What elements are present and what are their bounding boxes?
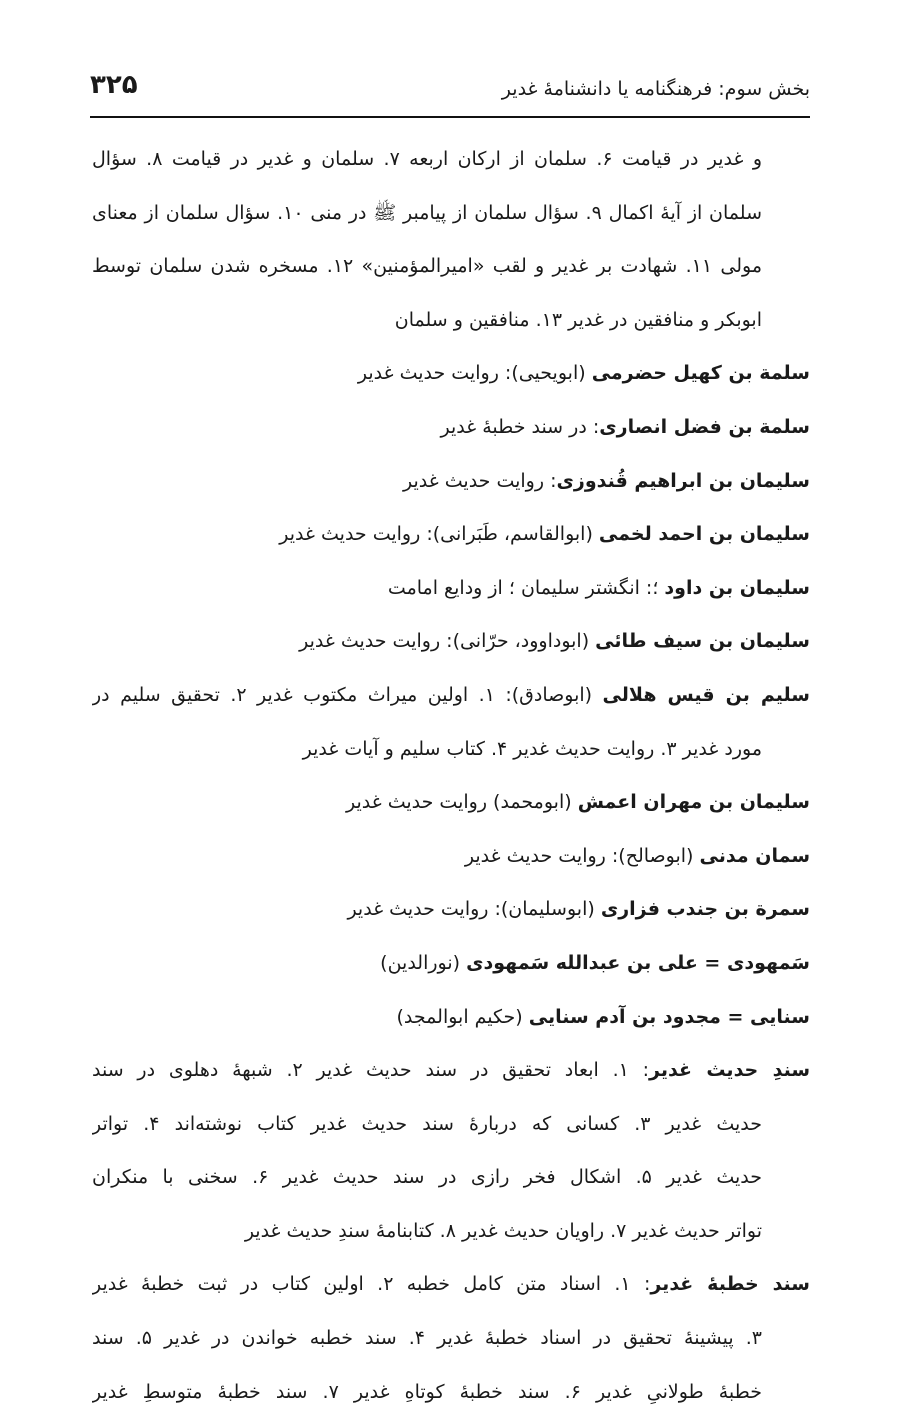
entry-line bbox=[92, 776, 810, 830]
entry-text: سلمان از آیهٔ اکمال ۹. سؤال سلمان از پیامبر ﷺ در منی ۱۰. سؤال سلمان از معنای bbox=[92, 201, 762, 224]
continuation-line bbox=[92, 240, 810, 294]
entry-line bbox=[92, 937, 810, 991]
running-title: بخش سوم: فرهنگنامه یا دانشنامهٔ غدیر bbox=[501, 78, 810, 100]
entry-line bbox=[92, 401, 810, 455]
entry-text: حدیث غدیر ۳. کسانی که دربارهٔ سند حدیث غدیر کتاب نوشته‌اند ۴. تواتر bbox=[92, 1112, 762, 1135]
entry-text: (ابوسلیمان): روایت حدیث غدیر bbox=[347, 898, 601, 921]
entry-text: حدیث غدیر ۵. اشکال فخر رازی در سند حدیث غدیر ۶. سخنی با منکران bbox=[92, 1166, 762, 1189]
entry-text: تواتر حدیث غدیر ۷. راویان حدیث غدیر ۸. کتابنامهٔ سندِ حدیث غدیر bbox=[244, 1219, 762, 1242]
entry-text: مورد غدیر ۳. روایت حدیث غدیر ۴. کتاب سلیم و آیات غدیر bbox=[302, 737, 762, 760]
entry-text: مولی ۱۱. شهادت بر غدیر و لقب «امیرالمؤمنین» ۱۲. مسخره شدن سلمان توسط bbox=[92, 255, 762, 278]
continuation-line bbox=[92, 1098, 810, 1152]
continuation-line bbox=[92, 1312, 810, 1366]
entry-text: و غدیر در قیامت ۶. سلمان از ارکان اربعه ۷. سلمان و غدیر در قیامت ۸. سؤال bbox=[92, 148, 763, 170]
entry-text: (ابوالقاسم، طَبَرانی): روایت حدیث غدیر bbox=[279, 523, 599, 546]
entry-text: : ۱. اسناد متن کامل خطبه ۲. اولین کتاب در ثبت خطبهٔ غدیر bbox=[92, 1273, 651, 1296]
entry-text: ۳. پیشینهٔ تحقیق در اسناد خطبهٔ غدیر ۴. سند خطبه خواندن در غدیر ۵. سند bbox=[92, 1327, 762, 1350]
page-header bbox=[90, 66, 810, 118]
entry-term: سلیمان بن احمد لخمی bbox=[598, 523, 810, 546]
entry-line bbox=[92, 669, 810, 723]
continuation-line bbox=[92, 1151, 810, 1205]
entry-text: (حکیم ابوالمجد) bbox=[396, 1005, 529, 1028]
entry-term: سلمة بن کهیل حضرمی bbox=[591, 362, 810, 385]
entry-line bbox=[92, 1258, 810, 1312]
continuation-line bbox=[92, 1366, 810, 1419]
continuation-line bbox=[92, 723, 810, 777]
entry-term: سند خطبهٔ غدیر bbox=[650, 1273, 810, 1296]
entry-line bbox=[92, 830, 810, 884]
entry-text: خطبهٔ طولانیِ غدیر ۶. سند خطبهٔ کوتاهِ غدیر ۷. سند خطبهٔ متوسطِ غدیر bbox=[92, 1380, 762, 1403]
page-number: ۳۲۵ bbox=[90, 70, 138, 100]
entry-text: (ابوصالح): روایت حدیث غدیر bbox=[464, 844, 700, 867]
entry-term: سنایی = مجدود بن آدم سنایی bbox=[528, 1005, 810, 1028]
continuation-line bbox=[92, 187, 810, 241]
continuation-line bbox=[92, 1205, 810, 1259]
entry-term: سَمهودی = علی بن عبدالله سَمهودی bbox=[466, 951, 810, 974]
entry-line bbox=[92, 991, 810, 1045]
entry-text: (ابومحمد) روایت حدیث غدیر bbox=[346, 791, 578, 814]
entry-term: سلیمان بن ابراهیم قُندوزی bbox=[556, 469, 810, 492]
entry-text: : روایت حدیث غدیر bbox=[403, 469, 557, 492]
entry-line bbox=[92, 562, 810, 616]
entry-line bbox=[92, 615, 810, 669]
entry-term: سلمة بن فضل انصاری bbox=[599, 415, 810, 438]
entry-term: سندِ حدیث غدیر bbox=[649, 1059, 810, 1082]
entry-text: ابوبکر و منافقین در غدیر ۱۳. منافقین و سلمان bbox=[394, 308, 762, 331]
entry-term: سمان مدنی bbox=[699, 844, 810, 867]
entry-text: (ابوصادق): ۱. اولین میراث مکتوب غدیر ۲. تحقیق سلیم در bbox=[92, 683, 603, 706]
entries-body bbox=[92, 133, 810, 1419]
entry-line bbox=[92, 455, 810, 509]
entry-term: سلیمان بن داود bbox=[664, 576, 810, 599]
continuation-line bbox=[92, 133, 810, 187]
entry-text: ؛: انگشتر سلیمان ؛ از ودایع امامت bbox=[387, 576, 665, 599]
entry-text: : در سند خطبهٔ غدیر bbox=[440, 415, 600, 438]
entry-term: سلیمان بن سیف طائی bbox=[595, 630, 810, 653]
entry-text: (نورالدین) bbox=[380, 951, 467, 974]
continuation-line bbox=[92, 294, 810, 348]
entry-term: سلیم بن قیس هلالی bbox=[602, 683, 810, 706]
entry-line bbox=[92, 1044, 810, 1098]
entry-line bbox=[92, 347, 810, 401]
entry-term: سمرة بن جندب فزاری bbox=[600, 898, 810, 921]
entry-line bbox=[92, 883, 810, 937]
entry-line bbox=[92, 508, 810, 562]
entry-term: سلیمان بن مهران اعمش bbox=[577, 791, 810, 814]
entry-text: (ابویحیی): روایت حدیث غدیر bbox=[357, 362, 592, 385]
entry-text: (ابوداوود، حرّانی): روایت حدیث غدیر bbox=[299, 630, 596, 653]
entry-text: : ۱. ابعاد تحقیق در سند حدیث غدیر ۲. شبههٔ دهلوی در سند bbox=[92, 1059, 650, 1082]
